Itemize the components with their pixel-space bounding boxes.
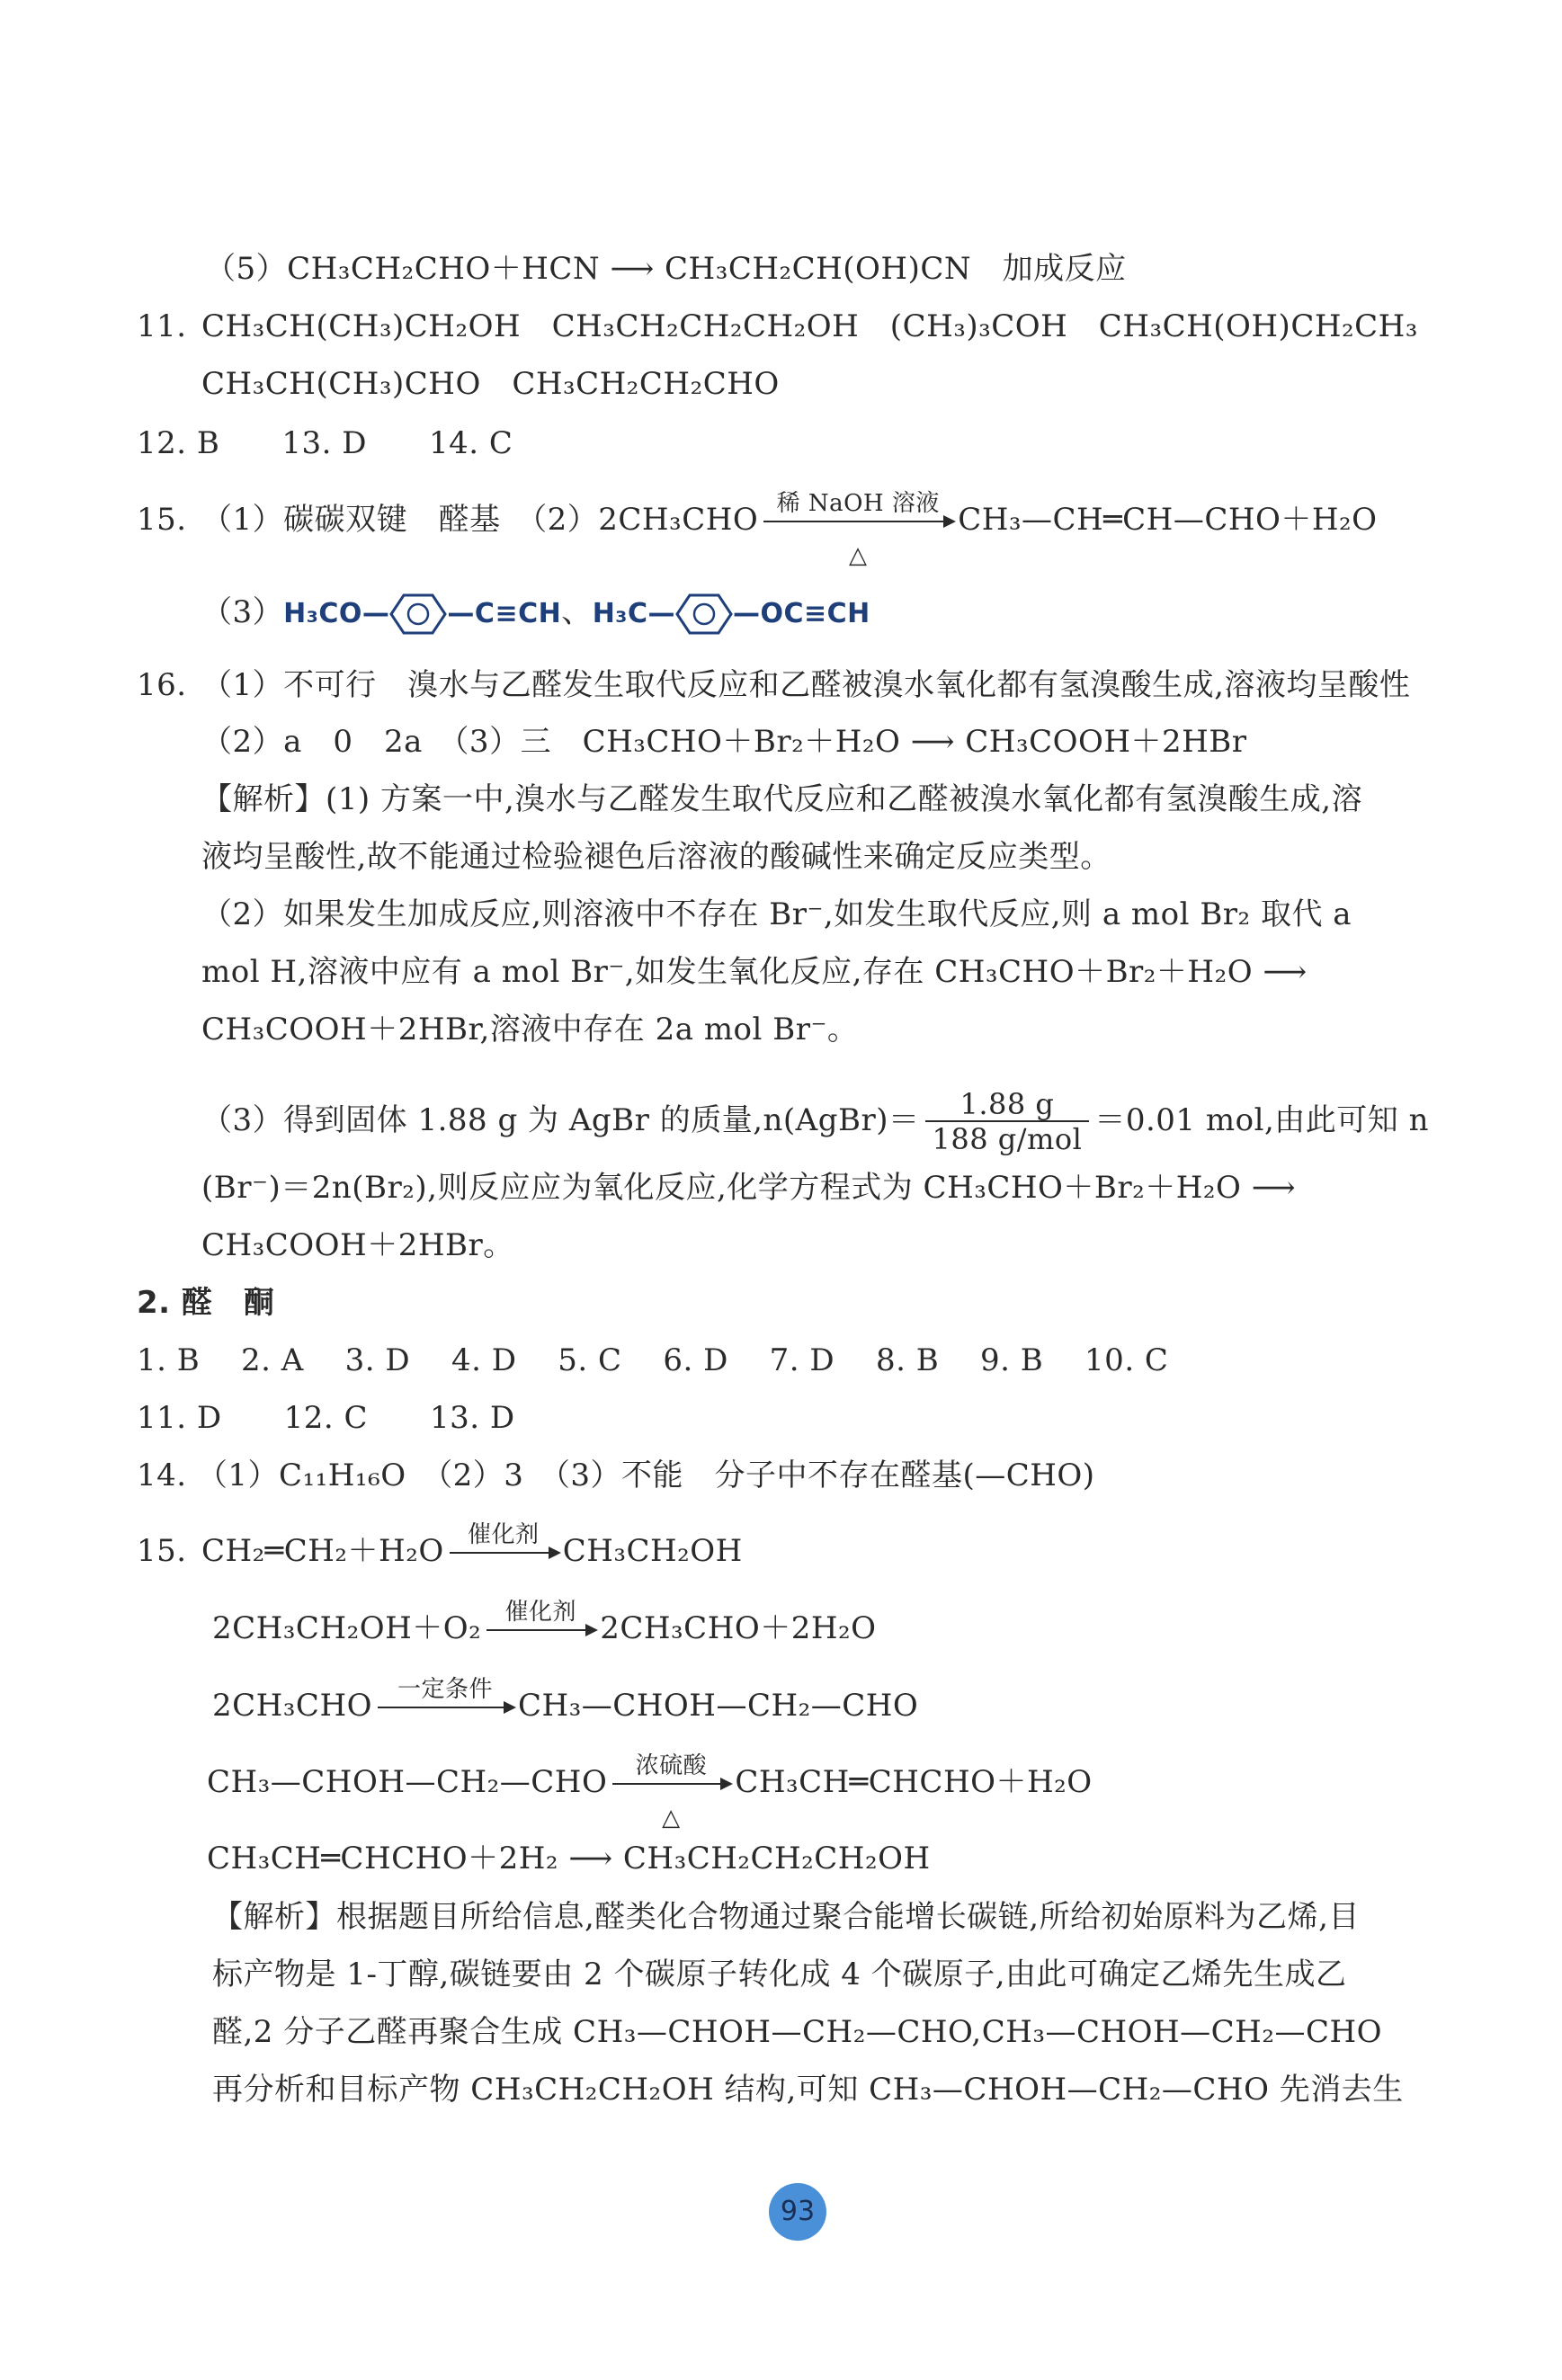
section-heading: 2. 醛 酮 <box>137 1285 275 1321</box>
heat-symbol: △ <box>848 542 868 569</box>
answer-line: 11. D 12. C 13. D <box>137 1400 515 1436</box>
reaction-arrow <box>450 1521 558 1554</box>
reaction-arrow <box>763 490 952 569</box>
answer-text: CH₃CH(CH₃)CH₂OH CH₃CH₂CH₂CH₂OH (CH₃)₃COH CH₃CH(OH)CH₂CH₃ <box>201 308 1418 344</box>
reaction-arrow <box>486 1599 594 1631</box>
structure-group: H₃CO— <box>283 598 390 629</box>
question-number: 15. <box>137 1533 187 1569</box>
equation-text: CH₃—CHOH—CH₂—CHO <box>207 1764 608 1800</box>
reaction-condition: 一定条件 <box>397 1676 493 1703</box>
reaction-condition: 催化剂 <box>467 1521 540 1548</box>
question-number: 16. <box>137 667 187 703</box>
answer-text: （3） <box>201 594 284 630</box>
fraction-numerator: 1.88 g <box>925 1088 1090 1122</box>
analysis-line <box>201 1088 1429 1156</box>
arrow-icon <box>763 521 952 522</box>
equation-line <box>207 1752 1093 1832</box>
answer-line <box>137 307 1418 346</box>
answer-text: （1）碳碳双键 醛基 （2）2CH₃CHO <box>201 502 759 538</box>
benzene-ring-icon <box>675 592 733 637</box>
analysis-line: （2）如果发生加成反应,则溶液中不存在 Br⁻,如发生取代反应,则 a mol Br₂ 取代 a <box>201 896 1352 932</box>
fraction <box>925 1088 1090 1156</box>
answer-line <box>137 665 1410 705</box>
equation-text: 2CH₃CHO＋2H₂O <box>600 1610 877 1646</box>
question-number: 11. <box>137 308 187 344</box>
answer-line <box>137 490 1378 569</box>
answer-line: CH₃CH(CH₃)CHO CH₃CH₂CH₂CHO <box>201 366 780 402</box>
answer-line: 1. B 2. A 3. D 4. D 5. C 6. D 7. D 8. B 9. B 10. C <box>137 1342 1169 1378</box>
answer-line: 14. （1）C₁₁H₁₆O （2）3 （3）不能 分子中不存在醛基(—CHO) <box>137 1457 1095 1493</box>
equation-line <box>212 1599 877 1648</box>
reaction-condition: 催化剂 <box>504 1599 576 1626</box>
analysis-line: 再分析和目标产物 CH₃CH₂CH₂OH 结构,可知 CH₃—CHOH—CH₂—CHO 先消去生 <box>212 2072 1404 2108</box>
question-number: 15. <box>137 502 187 538</box>
equation-line <box>137 1521 743 1571</box>
heat-symbol: △ <box>662 1805 681 1832</box>
answer-line: （5）CH₃CH₂CHO＋HCN ⟶ CH₃CH₂CH(OH)CN 加成反应 <box>205 251 1127 287</box>
arrow-icon <box>612 1783 729 1785</box>
answer-line: （2）a 0 2a （3）三 CH₃CHO＋Br₂＋H₂O ⟶ CH₃COOH＋2HBr <box>201 724 1247 760</box>
equation-text: CH₂═CH₂＋H₂O <box>201 1533 444 1569</box>
arrow-icon <box>450 1552 558 1554</box>
structure-group: H₃C— <box>592 598 675 629</box>
equation-text: CH₃CH═CHCHO＋H₂O <box>735 1764 1093 1800</box>
reaction-condition: 浓硫酸 <box>635 1752 708 1779</box>
reaction-arrow <box>612 1752 729 1832</box>
page-number-badge: 93 <box>769 2183 826 2241</box>
equation-text: 2CH₃CHO <box>212 1688 372 1724</box>
equation-line <box>212 1676 919 1725</box>
analysis-line: mol H,溶液中应有 a mol Br⁻,如发生氧化反应,存在 CH₃CHO＋Br₂＋H₂O ⟶ <box>201 954 1308 990</box>
answer-text: （1）不可行 溴水与乙醛发生取代反应和乙醛被溴水氧化都有氢溴酸生成,溶液均呈酸性 <box>201 667 1411 703</box>
equation-text: CH₃—CHOH—CH₂—CHO <box>517 1688 919 1724</box>
analysis-line: 醛,2 分子乙醛再聚合生成 CH₃—CHOH—CH₂—CHO,CH₃—CHOH—CH₂—CHO <box>212 2014 1383 2050</box>
equation-line: CH₃CH═CHCHO＋2H₂ ⟶ CH₃CH₂CH₂CH₂OH <box>207 1841 931 1876</box>
structure-group: —OC≡CH <box>732 598 870 629</box>
structure-group: —C≡CH <box>447 598 562 629</box>
analysis-line: CH₃COOH＋2HBr,溶液中存在 2a mol Br⁻。 <box>201 1012 859 1047</box>
benzene-ring-icon <box>389 592 447 637</box>
arrow-icon <box>378 1707 513 1708</box>
analysis-line: CH₃COOH＋2HBr。 <box>201 1227 514 1263</box>
reaction-arrow <box>378 1676 513 1708</box>
analysis-line: 标产物是 1-丁醇,碳链要由 2 个碳原子转化成 4 个碳原子,由此可确定乙烯先生成乙 <box>212 1957 1347 1992</box>
structure-line <box>201 590 870 637</box>
answer-line: 12. B 13. D 14. C <box>137 425 513 461</box>
fraction-denominator: 188 g/mol <box>932 1122 1083 1156</box>
reaction-condition: 稀 NaOH 溶液 <box>776 490 940 517</box>
equation-text: 2CH₃CH₂OH＋O₂ <box>212 1610 482 1646</box>
equation-text: CH₃CH₂OH <box>562 1533 743 1569</box>
arrow-icon <box>486 1629 594 1631</box>
separator: 、 <box>561 594 593 630</box>
analysis-line: 【解析】(1) 方案一中,溴水与乙醛发生取代反应和乙醛被溴水氧化都有氢溴酸生成,溶 <box>201 781 1363 817</box>
analysis-line: (Br⁻)＝2n(Br₂),则反应应为氧化反应,化学方程式为 CH₃CHO＋Br₂＋H₂O ⟶ <box>201 1170 1296 1206</box>
answer-text: CH₃—CH═CH—CHO＋H₂O <box>958 502 1378 538</box>
analysis-line: 【解析】根据题目所给信息,醛类化合物通过聚合能增长碳链,所给初始原料为乙烯,目 <box>212 1899 1360 1935</box>
analysis-line: 液均呈酸性,故不能通过检验褪色后溶液的酸碱性来确定反应类型。 <box>201 839 1111 875</box>
answer-text: （3）得到固体 1.88 g 为 AgBr 的质量,n(AgBr)＝ <box>201 1102 920 1138</box>
answer-text: ＝0.01 mol,由此可知 n <box>1094 1102 1429 1138</box>
